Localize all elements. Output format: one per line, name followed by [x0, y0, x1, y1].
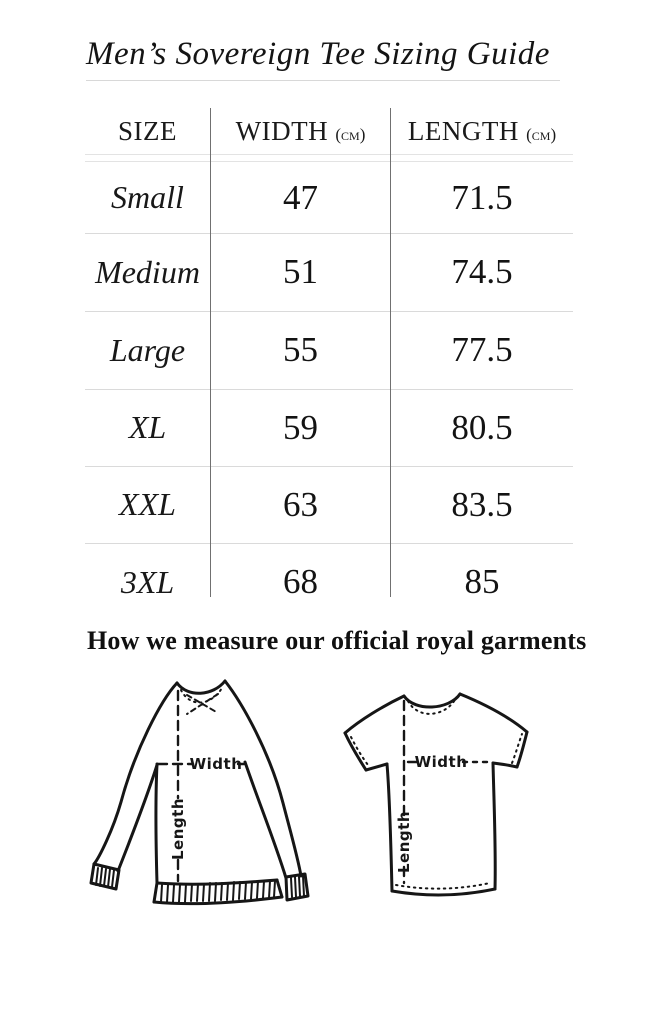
length-label: Length [395, 811, 413, 873]
length-label: Length [169, 798, 187, 860]
header-label: LENGTH [407, 115, 519, 146]
table-row [85, 466, 573, 543]
row-divider [85, 543, 573, 544]
tshirt-illustration [330, 670, 550, 960]
size-cell: Medium [95, 253, 200, 290]
row-divider [85, 233, 573, 234]
width-label: Width [414, 753, 468, 771]
width-cell: 55 [283, 330, 318, 369]
length-cell: 85 [464, 562, 500, 601]
title-divider [86, 80, 560, 81]
size-cell: Small [111, 179, 184, 215]
sweater-outline [91, 681, 308, 904]
measure-heading: How we measure our official royal garments [87, 626, 587, 655]
table-row [85, 233, 573, 311]
table-row [85, 543, 573, 621]
column-header-width [210, 100, 391, 162]
size-cell: XXL [119, 486, 176, 522]
sweater-illustration [85, 668, 325, 958]
column-divider [390, 108, 391, 597]
table-row [85, 162, 573, 233]
header-label: SIZE [118, 115, 177, 146]
width-cell: 51 [283, 252, 318, 291]
header-label: WIDTH [235, 115, 329, 146]
row-divider [85, 466, 573, 467]
tshirt-outline [345, 694, 527, 895]
sizing-table-container [85, 100, 573, 621]
tshirt-measure-lines [404, 701, 491, 883]
width-cell: 59 [283, 407, 318, 447]
header-unit: (cm) [335, 124, 366, 144]
length-cell: 80.5 [451, 407, 513, 447]
row-divider [85, 389, 573, 390]
size-cell: Large [109, 331, 186, 368]
header-rule-bottom [85, 161, 573, 162]
neck-cross-stitch [187, 694, 218, 714]
width-cell: 68 [283, 562, 318, 601]
column-header-length [391, 100, 573, 162]
length-cell: 71.5 [451, 177, 513, 217]
length-cell: 77.5 [451, 330, 513, 369]
header-rule-top [85, 154, 573, 155]
length-cell: 74.5 [451, 252, 513, 291]
size-cell: 3XL [120, 563, 175, 600]
length-cell: 83.5 [451, 484, 513, 524]
page-title: Men’s Sovereign Tee Sizing Guide [86, 36, 550, 72]
table-header-row [85, 100, 573, 162]
row-divider [85, 311, 573, 312]
column-header-size [85, 100, 210, 162]
width-cell: 47 [283, 177, 318, 217]
table-row [85, 389, 573, 466]
width-cell: 63 [283, 484, 318, 524]
column-divider [210, 108, 211, 597]
bottom-hem-dotted [396, 883, 490, 889]
width-label: Width [189, 755, 243, 773]
table-row [85, 311, 573, 389]
header-unit: (cm) [526, 124, 557, 144]
size-cell: XL [128, 409, 167, 445]
